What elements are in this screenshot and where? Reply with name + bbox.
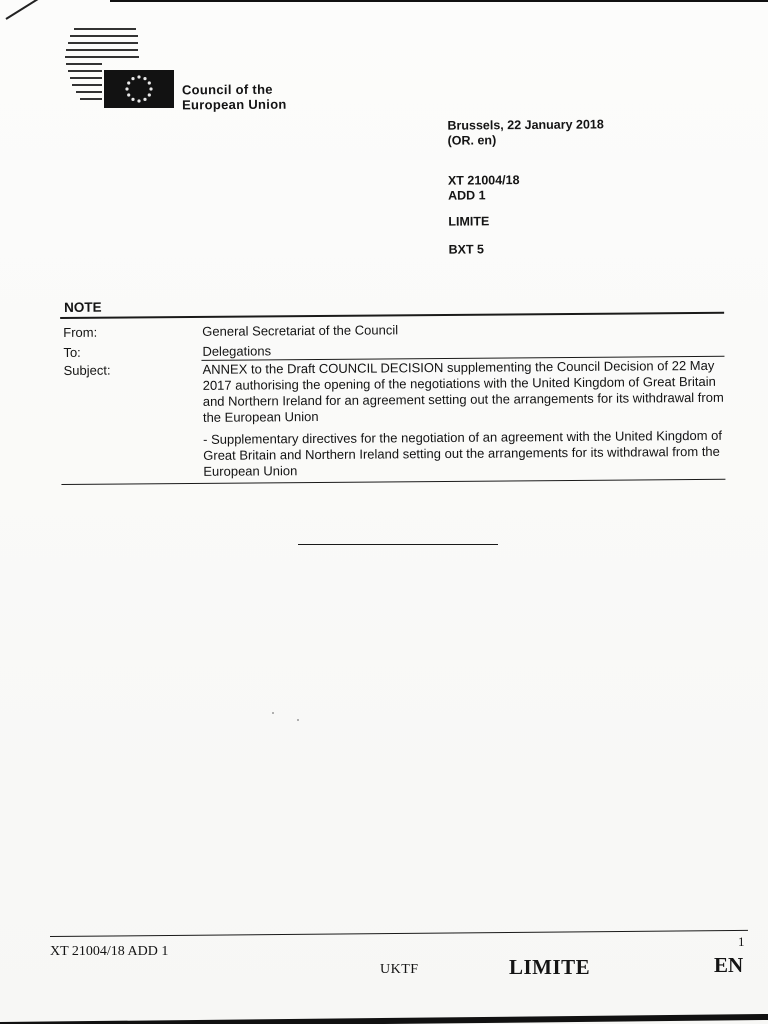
footer-reference: XT 21004/18 ADD 1 [50, 944, 169, 959]
subject-label: Subject: [63, 362, 111, 378]
footer-rule [50, 930, 748, 937]
subject-row [60, 357, 725, 480]
scan-edge-top [110, 0, 768, 2]
to-value: Delegations [202, 342, 272, 359]
to-label: To: [63, 344, 81, 360]
addendum: ADD 1 [448, 188, 486, 203]
document-meta [447, 117, 605, 257]
from-label: From: [63, 324, 98, 340]
scan-edge-bottom [0, 1014, 768, 1024]
note-heading: NOTE [63, 299, 102, 315]
institution-name [182, 82, 287, 113]
code: BXT 5 [448, 242, 485, 257]
doc-number: XT 21004/18 [447, 173, 520, 188]
pen-mark [5, 0, 42, 20]
footer-unit: UKTF [380, 962, 419, 977]
place-date: Brussels, 22 January 2018 [447, 117, 604, 133]
page-number: 1 [738, 934, 745, 949]
institution-line-1: Council of the [181, 81, 273, 98]
eu-flag-icon [104, 70, 174, 108]
subject-paragraph-1: ANNEX to the Draft COUNCIL DECISION supplementing the Council Decision of 22 May 2017 authorising the opening of the negotiations with the United Kingdom of Great Britain and Northern Ireland for an agreement setting out the arrangements for its withdrawal from the European Union [202, 357, 724, 425]
footer-language: EN [714, 953, 744, 977]
from-row [60, 319, 724, 340]
footer-marking: LIMITE [509, 955, 591, 979]
institution-line-2: European Union [182, 96, 287, 113]
end-of-note-rule [298, 544, 498, 545]
from-value: General Secretariat of the Council [202, 321, 399, 339]
subject-paragraph-2: - Supplementary directives for the negotiation of an agreement with the United Kingdom of Great Britain and Northern Ireland setting out the arrangements for its withdrawal from the European Union [203, 427, 722, 479]
note-block [60, 295, 725, 485]
classification: LIMITE [448, 214, 490, 229]
subject-value [202, 357, 725, 479]
original-language: (OR. en) [447, 133, 497, 148]
scan-speck [297, 719, 299, 721]
scan-speck [272, 712, 274, 714]
